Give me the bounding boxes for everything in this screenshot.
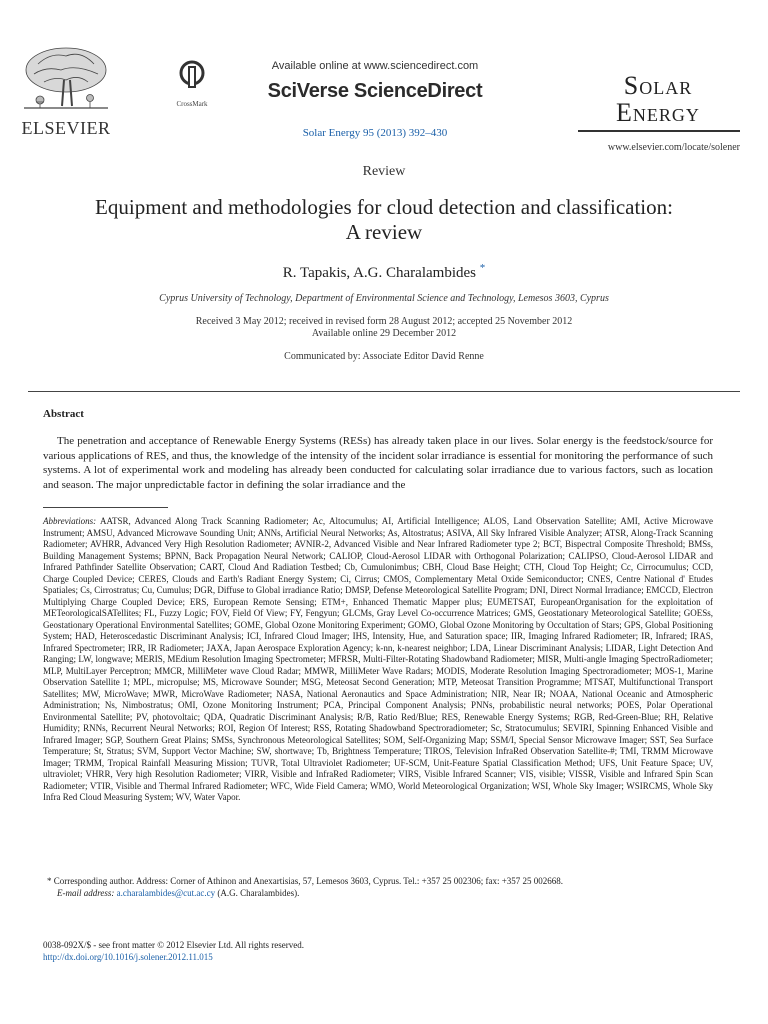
affiliation: Cyprus University of Technology, Department of Environmental Science and Technology, Lemesos 3603, Cyprus (159, 293, 609, 304)
journal-title (598, 72, 718, 126)
crossmark-label: CrossMark (176, 100, 208, 108)
crossmark-icon (179, 60, 205, 94)
doi-link[interactable]: http://dx.doi.org/10.1016/j.solener.2012.11.015 (43, 951, 213, 962)
author-email-link[interactable]: a.charalambides@cut.ac.cy (116, 887, 216, 898)
abbreviations-text: AATSR, Advanced Along Track Scanning Radiometer; Ac, Altocumulus; AI, Artificial Intelligence; ALOS, Land Observation Satellite; AMI, Active Microwave Instrument; AMSU, Advanced Microwave Sounding Unit; ANNs, Artificial Neural Networks; As, Altostratus; ASIVA, All Sky Infrared Visible Analyzer; ATSR, Along-Track Scanning Radiometer; AVHRR, Advanced Very High Resolution Radiometer; AVNIR-2, Advanced Visible and Near Infrared Radiometer type 2; BCT, Bispectral Composite Threshold; BMSs, Building Management Systems; BPNN, Back Propagation Neural Network; CALIOP, Cloud-Aerosol LIDAR with Orthogonal Polarization; CALIPSO, Cloud-Aerosol LIDAR and Infrared Pathfinder Satellite Observation; CART, Cloud And Radiation Testbed; Cb, Cumulonimbus; CBH, Cloud Base Height; CTH, Cloud Top Height; Cc, Cirrocumulus; CCD, Charge Coupled Device; CERES, Clouds and Earth's Radiant Energy System; Ci, Cirrus; CMOS, Complementary Metal Oxide Semiconductor; CNES, Centre National d' Etudes Spatiales; Cs, Cirrostratus; Cu, Cumulus; DGR, Diffuse to Global irradiance Ratio; DMSP, Defense Meteorological Satellite Program; DNI, Direct Normal Irradiance; EMCCD, Electron Multiplying Charge Coupled Device; ERS, European Remote Sensing; ETM+, Enhanced Thematic Mapper plus; EUMETSAT, EuropeanOrganisation for the exploitation of METeorologicalSATellites; FL, Fuzzy Logic; FOV, Field Of View; FY, Fengyun; GLCMs, Gray Level Co-occurrence Matrices; GMS, Geostationary Meteorological Satellite; GOESs, Geostationary Operational Environmental Satellites; GOME, Global Ozone Monitoring Experiment; GOMO, Global Ozone Monitoring by Occultation of Stars; GPS, Global Positioning System; HAD, Heteroscedastic Discriminant Analysis; ICI, Infrared Cloud Imager; IHS, Intensity, Hue, and Saturation space; IIR, Imaging Infrared Radiometer; IR, Infrared; IRAS, Infrared Spectrometer; IRR, IR Radiometer; JAXA, Japan Aerospace Exploration Agency; k-nn, k-nearest neighbor; LDA, Linear Discriminant Analysis; LIDAR, Light Detection And Ranging; LW, longwave; MERIS, MEdium Resolution Imaging Spectrometer; MFRSR, Multi-Filter-Rotating Shadowband Radiometer; MISR, Multi-angle Imaging SpectroRadiometer; MLP, MultiLayer Perceptron; MMCR, MilliMeter wave Cloud Radar; MMWR, MilliMeter Wave Radars; MODIS, Moderate Resolution Imaging Spectroradiometer; MOS-1, Marine Observation Satellite 1; MPL, micropulse; MS, Microwave Sounder; MSG, Meteosat Second Generation; MTP, Meteosat Transition Programme; MTSAT, Multifunctional Transport Satellites; MW, MicroWave; MWR, MicroWave Radiometer; NASA, National Aeronautics and Space Administration; NIR, Near IR; NOAA, National Oceanic and Atmospheric Administration; Ns, Nimbostratus; OMI, Ozone Monitoring Instrument; PCA, Principal Component Analysis; PNNs, probabilistic neural networks; POES, Polar Operational Environmental Satellite; PV, photovoltaic; QDA, Quadratic Discriminant Analysis; R/B, Ratio Red/Blue; RES, Renewable Energy Systems; RGB, Red-Green-Blue; RH, Relative Humidity; RNNs, Recurrent Neural Networks; ROI, Region Of Interest; RSS, Rotating Shadowband Spectroradiometer; Sc, Stratocumulus; SEVIRI, Spinning Enhanced Visible and Infrared Imager; SGP, Southern Great Plains; SMSs, Synchronous Meteorological Satellites; SOM, Self-Organizing Map; SSM/I, Special Sensor Microwave Imager; SST, Sea Surface Temperature; St, Stratus; SVM, Support Vector Machine; SW, shortwave; Tb, Brightness Temperature; TIROS, Television InfraRed Observation Satellite-#; TMI, TRMM Microwave Imager; TRMM, Tropical Rainfall Measuring Mission; TUVR, Total Ultraviolet Radiometer; UF-SCM, Unit-Feature Spatial Classification Method; UFS, Unit Feature Space; UV, ultraviolet; VHRR, Very high Resolution Radiometer; VIRR, Visible and InfraRed Radiometer; VIRS, Visible Infrared Scanner; VIS, visible; VISSR, Visible and Infrared Spin Scan Radiometer; VTIR, Visible and Thermal Infrared Radiometer; WFC, Wide Field Camera; WMO, World Meteorological Organization; WSI, Whole Sky Imager; WSIRCMS, Whole Sky Infra Red Cloud Measuring System; WV, Water Vapor. (43, 516, 713, 802)
elsevier-tree-icon (16, 44, 116, 114)
communicated-by: Communicated by: Associate Editor David Renne (284, 351, 484, 362)
journal-url[interactable]: www.elsevier.com/locate/solener (607, 142, 740, 153)
article-section: Review (362, 164, 406, 179)
journal-reference-link[interactable] (230, 127, 520, 139)
abbreviations-label: Abbreviations: (43, 516, 97, 526)
publication-footer (43, 940, 713, 963)
abstract-heading: Abstract (43, 408, 84, 420)
author-list (0, 262, 768, 282)
correspondence-mark: * (47, 876, 52, 886)
footnote-divider (43, 507, 168, 508)
publisher-name: ELSEVIER (21, 118, 111, 138)
abbreviations-footnote (43, 516, 713, 804)
journal-title-line2: Energy (616, 98, 700, 127)
corresponding-author-mark[interactable]: * (479, 262, 486, 274)
correspondence-address: Corresponding author. Address: Corner of Athinon and Anexartisias, 57, Lemesos 3603, Cyprus. Tel.: +357 25 002306; fax: +357 25 002668. (51, 876, 564, 886)
issn-line: 0038-092X/$ - see front matter © 2012 Elsevier Ltd. All rights reserved. (43, 940, 305, 950)
correspondence-footnote (43, 876, 713, 899)
available-online-text: Available online at www.sciencedirect.com (271, 60, 479, 72)
email-label: E-mail address: (57, 887, 115, 898)
sciverse-logo-text: SciVerse ScienceDirect (267, 80, 483, 102)
available-date: Available online 29 December 2012 (311, 328, 457, 339)
received-dates: Received 3 May 2012; received in revised form 28 August 2012; accepted 25 November 2012 (195, 316, 573, 327)
author-names: R. Tapakis, A.G. Charalambides (282, 265, 476, 281)
journal-title-line1: Solar (623, 71, 693, 100)
abstract-text: The penetration and acceptance of Renewable Energy Systems (RESs) has already taken place in our lives. Solar energy is the feedstock/source for various applications of RES, and thus, the knowledge of the intensity of the incident solar irradiance is essential for monitoring the performance of such systems. A lot of experimental work and modeling has already been conducted for calculating solar irradiance due to various factors, such as location and season. The major unpredictable factor in defining the solar irradiance and the (43, 435, 713, 491)
journal-reference[interactable]: Solar Energy 95 (2013) 392–430 (302, 127, 448, 139)
article-history (60, 316, 708, 340)
header-divider (28, 391, 740, 392)
email-suffix: (A.G. Charalambides). (215, 887, 300, 898)
crossmark-badge[interactable] (170, 60, 214, 108)
paper-title: Equipment and methodologies for cloud detection and classification: A review (95, 195, 673, 244)
journal-title-rule (578, 130, 740, 132)
